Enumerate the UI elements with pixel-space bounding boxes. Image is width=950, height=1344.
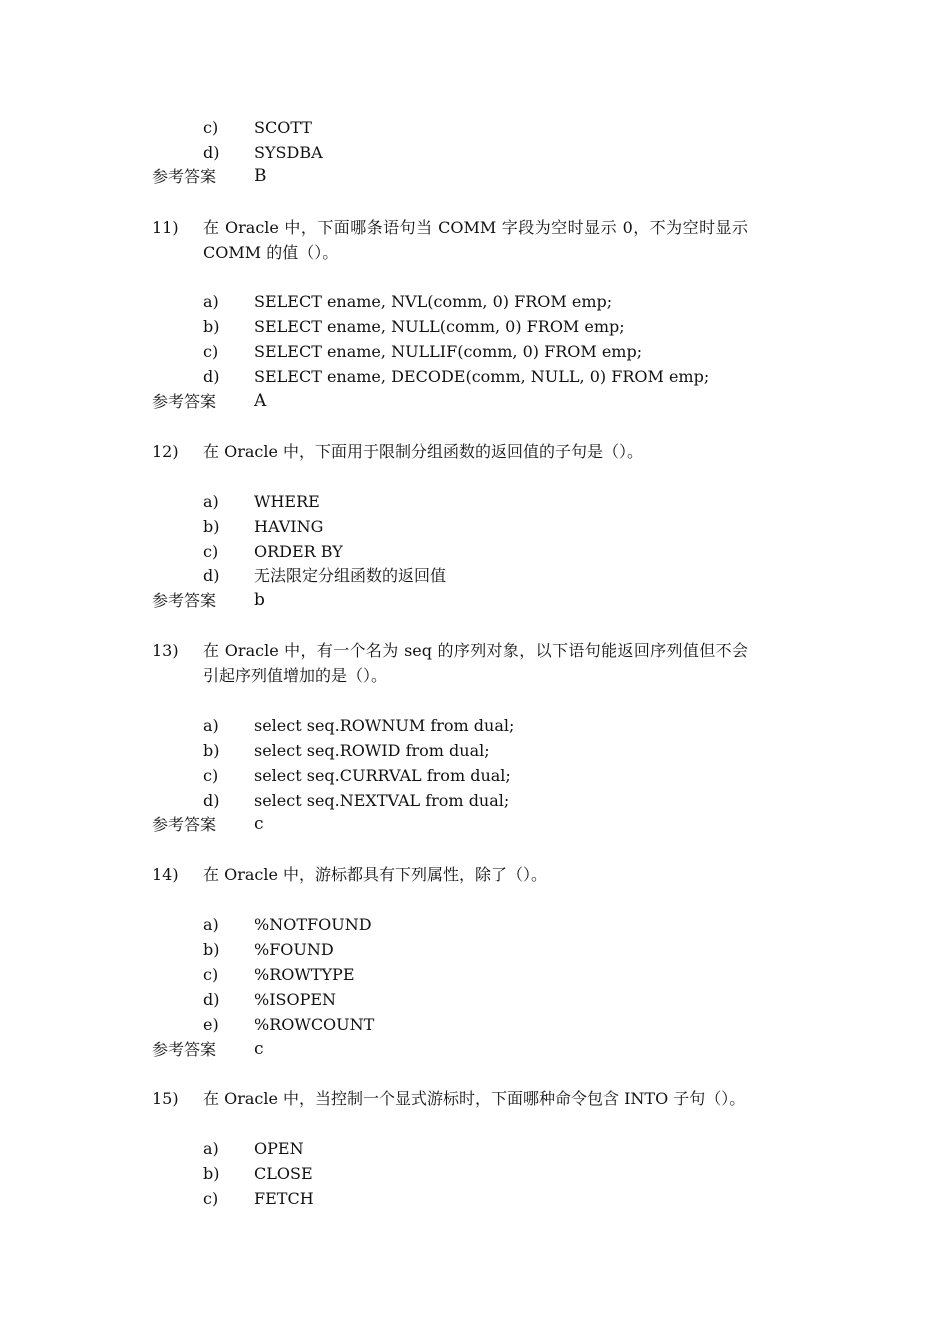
answer-label: 参考答案 <box>152 167 217 186</box>
option-text: %ISOPEN <box>254 990 337 1009</box>
option-text: 无法限定分组函数的返回值 <box>254 566 447 585</box>
option-text: WHERE <box>254 492 320 511</box>
answer-value: c <box>254 1039 264 1059</box>
option-text: FETCH <box>254 1189 314 1208</box>
option-text: SELECT ename, NULLIF(comm, 0) FROM emp; <box>254 342 643 361</box>
question-text: 在 Oracle 中，下面用于限制分组函数的返回值的子句是（）。 <box>203 442 644 461</box>
question-number: 13) <box>152 641 179 660</box>
option-text: %NOTFOUND <box>254 915 372 934</box>
option-text: OPEN <box>254 1139 304 1158</box>
question-text: COMM 的值（）。 <box>203 243 339 262</box>
question-text: 在 Oracle 中，有一个名为 seq 的序列对象，以下语句能返回序列值但不会 <box>203 641 748 660</box>
question-number: 15) <box>152 1089 179 1108</box>
option-letter: d) <box>203 367 220 386</box>
question-number: 11) <box>152 218 179 237</box>
answer-label: 参考答案 <box>152 1040 217 1059</box>
option-text: select seq.NEXTVAL from dual; <box>254 791 510 810</box>
option-text: CLOSE <box>254 1164 313 1183</box>
question-number: 12) <box>152 442 179 461</box>
option-letter: c) <box>203 118 219 137</box>
option-letter: b) <box>203 741 220 760</box>
option-letter: c) <box>203 542 219 561</box>
option-letter: d) <box>203 791 220 810</box>
answer-value: B <box>254 166 267 186</box>
option-letter: d) <box>203 143 220 162</box>
option-letter: a) <box>203 292 219 311</box>
option-text: SCOTT <box>254 118 312 137</box>
answer-value: c <box>254 814 264 834</box>
option-letter: a) <box>203 492 219 511</box>
option-letter: b) <box>203 517 220 536</box>
option-letter: d) <box>203 990 220 1009</box>
option-letter: d) <box>203 566 220 585</box>
option-letter: b) <box>203 940 220 959</box>
option-text: HAVING <box>254 517 324 536</box>
option-text: SELECT ename, DECODE(comm, NULL, 0) FROM emp; <box>254 367 710 386</box>
option-text: ORDER BY <box>254 542 343 561</box>
answer-label: 参考答案 <box>152 815 217 834</box>
question-text: 在 Oracle 中，下面哪条语句当 COMM 字段为空时显示 0，不为空时显示 <box>203 218 748 237</box>
option-text: SELECT ename, NULL(comm, 0) FROM emp; <box>254 317 625 336</box>
option-text: select seq.CURRVAL from dual; <box>254 766 511 785</box>
option-text: SELECT ename, NVL(comm, 0) FROM emp; <box>254 292 613 311</box>
option-letter: c) <box>203 965 219 984</box>
question-text: 在 Oracle 中，当控制一个显式游标时，下面哪种命令包含 INTO 子句（）。 <box>203 1089 746 1108</box>
option-text: select seq.ROWID from dual; <box>254 741 490 760</box>
option-text: %ROWTYPE <box>254 965 355 984</box>
option-text: %FOUND <box>254 940 334 959</box>
question-text: 在 Oracle 中，游标都具有下列属性，除了（）。 <box>203 865 548 884</box>
option-letter: b) <box>203 317 220 336</box>
option-letter: a) <box>203 1139 219 1158</box>
answer-value: A <box>254 391 267 411</box>
question-number: 14) <box>152 865 179 884</box>
option-letter: c) <box>203 766 219 785</box>
answer-label: 参考答案 <box>152 392 217 411</box>
option-letter: b) <box>203 1164 220 1183</box>
option-letter: e) <box>203 1015 219 1034</box>
option-text: select seq.ROWNUM from dual; <box>254 716 515 735</box>
option-letter: a) <box>203 915 219 934</box>
answer-value: b <box>254 590 265 610</box>
option-letter: c) <box>203 1189 219 1208</box>
option-letter: c) <box>203 342 219 361</box>
question-text: 引起序列值增加的是（）。 <box>203 666 388 685</box>
option-text: SYSDBA <box>254 143 323 162</box>
answer-label: 参考答案 <box>152 591 217 610</box>
option-text: %ROWCOUNT <box>254 1015 375 1034</box>
option-letter: a) <box>203 716 219 735</box>
